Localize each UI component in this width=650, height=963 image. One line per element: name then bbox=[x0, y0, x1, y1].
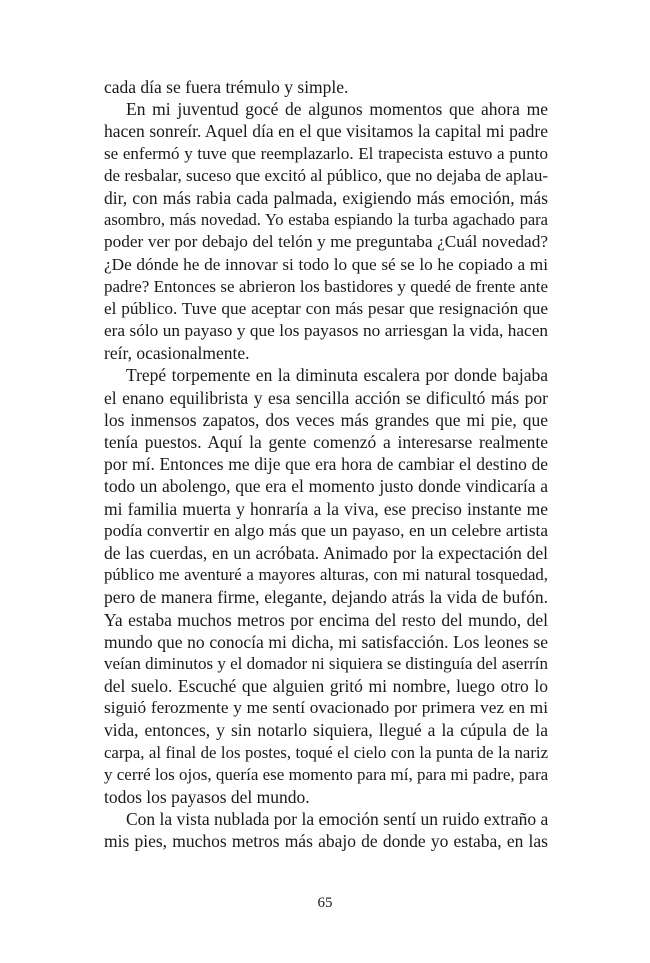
text-line: los inmensos zapatos, dos veces más grandes que mi pie, que bbox=[104, 409, 548, 430]
text-line: dir, con más rabia cada palmada, exigiendo más emoción, más bbox=[104, 187, 548, 208]
text-line: mis pies, muchos metros más abajo de donde yo estaba, en las bbox=[104, 831, 548, 852]
text-line: mi familia muerta y honraría a la viva, ese preciso instante me bbox=[104, 498, 548, 519]
text-line: podía convertir en algo más que un payaso, en un celebre artista bbox=[104, 520, 548, 540]
text-line: Trepé torpemente en la diminuta escalera por donde bajaba bbox=[126, 365, 548, 386]
text-line: hacen sonreír. Aquel día en el que visitamos la capital mi padre bbox=[104, 121, 548, 142]
text-line: de resbalar, suceso que excitó al público, que no dejaba de aplau- bbox=[104, 165, 548, 185]
text-line: el público. Tuve que aceptar con más pesar que resignación que bbox=[104, 298, 548, 318]
text-line: por mí. Entonces me dije que era hora de cambiar el destino de bbox=[104, 454, 548, 475]
text-line: poder ver por debajo del telón y me preguntaba ¿Cuál novedad? bbox=[104, 232, 548, 252]
text-line: vida, entonces, y sin notarlo siquiera, llegué a la cúpula de la bbox=[104, 720, 548, 741]
text-line: En mi juventud gocé de algunos momentos que ahora me bbox=[126, 99, 548, 120]
text-line: veían diminutos y el domador ni siquiera se distinguía del aserrín bbox=[104, 653, 548, 673]
text-line: el enano equilibrista y esa sencilla acción se dificultó más por bbox=[104, 387, 548, 408]
text-line: Ya estaba muchos metros por encima del resto del mundo, del bbox=[104, 609, 548, 630]
text-line: reír, ocasionalmente. bbox=[104, 343, 250, 364]
text-line: tenía puestos. Aquí la gente comenzó a interesarse realmente bbox=[104, 432, 548, 452]
text-line: asombro, más novedad. Yo estaba espiando la turba agachado para bbox=[104, 210, 548, 230]
text-line: de las cuerdas, en un acróbata. Animado por la expectación del bbox=[104, 542, 548, 563]
text-line: y cerré los ojos, quería ese momento para mí, para mi padre, para bbox=[104, 764, 549, 784]
text-line: Con la vista nublada por la emoción sentí un ruido extraño a bbox=[126, 809, 549, 830]
text-line: ¿De dónde he de innovar si todo lo que sé se lo he copiado a mi bbox=[104, 254, 548, 274]
text-line: mundo que no conocía mi dicha, mi satisfacción. Los leones se bbox=[104, 631, 548, 652]
text-line: todos los payasos del mundo. bbox=[104, 787, 310, 807]
text-line: carpa, al final de los postes, toqué el cielo con la punta de la nariz bbox=[104, 742, 548, 762]
text-line: todo un abolengo, que era el momento justo donde vindicaría a bbox=[104, 476, 548, 497]
text-line: se enfermó y tuve que reemplazarlo. El trapecista estuvo a punto bbox=[104, 143, 548, 163]
text-line: siguió ferozmente y me sentí ovacionado por primera vez en mi bbox=[104, 698, 548, 718]
text-line: era sólo un payaso y que los payasos no arriesgan la vida, hacen bbox=[104, 321, 548, 341]
text-line: cada día se fuera trémulo y simple. bbox=[104, 77, 349, 97]
text-line: público me aventuré a mayores alturas, con mi natural tosquedad, bbox=[104, 565, 548, 585]
page-number: 65 bbox=[317, 895, 333, 911]
text-line: del suelo. Escuché que alguien gritó mi nombre, luego otro lo bbox=[104, 676, 548, 697]
text-line: padre? Entonces se abrieron los bastidores y quedé de frente ante bbox=[104, 276, 548, 296]
text-line: pero de manera firme, elegante, dejando atrás la vida de bufón. bbox=[104, 587, 548, 608]
page-body bbox=[104, 76, 548, 853]
